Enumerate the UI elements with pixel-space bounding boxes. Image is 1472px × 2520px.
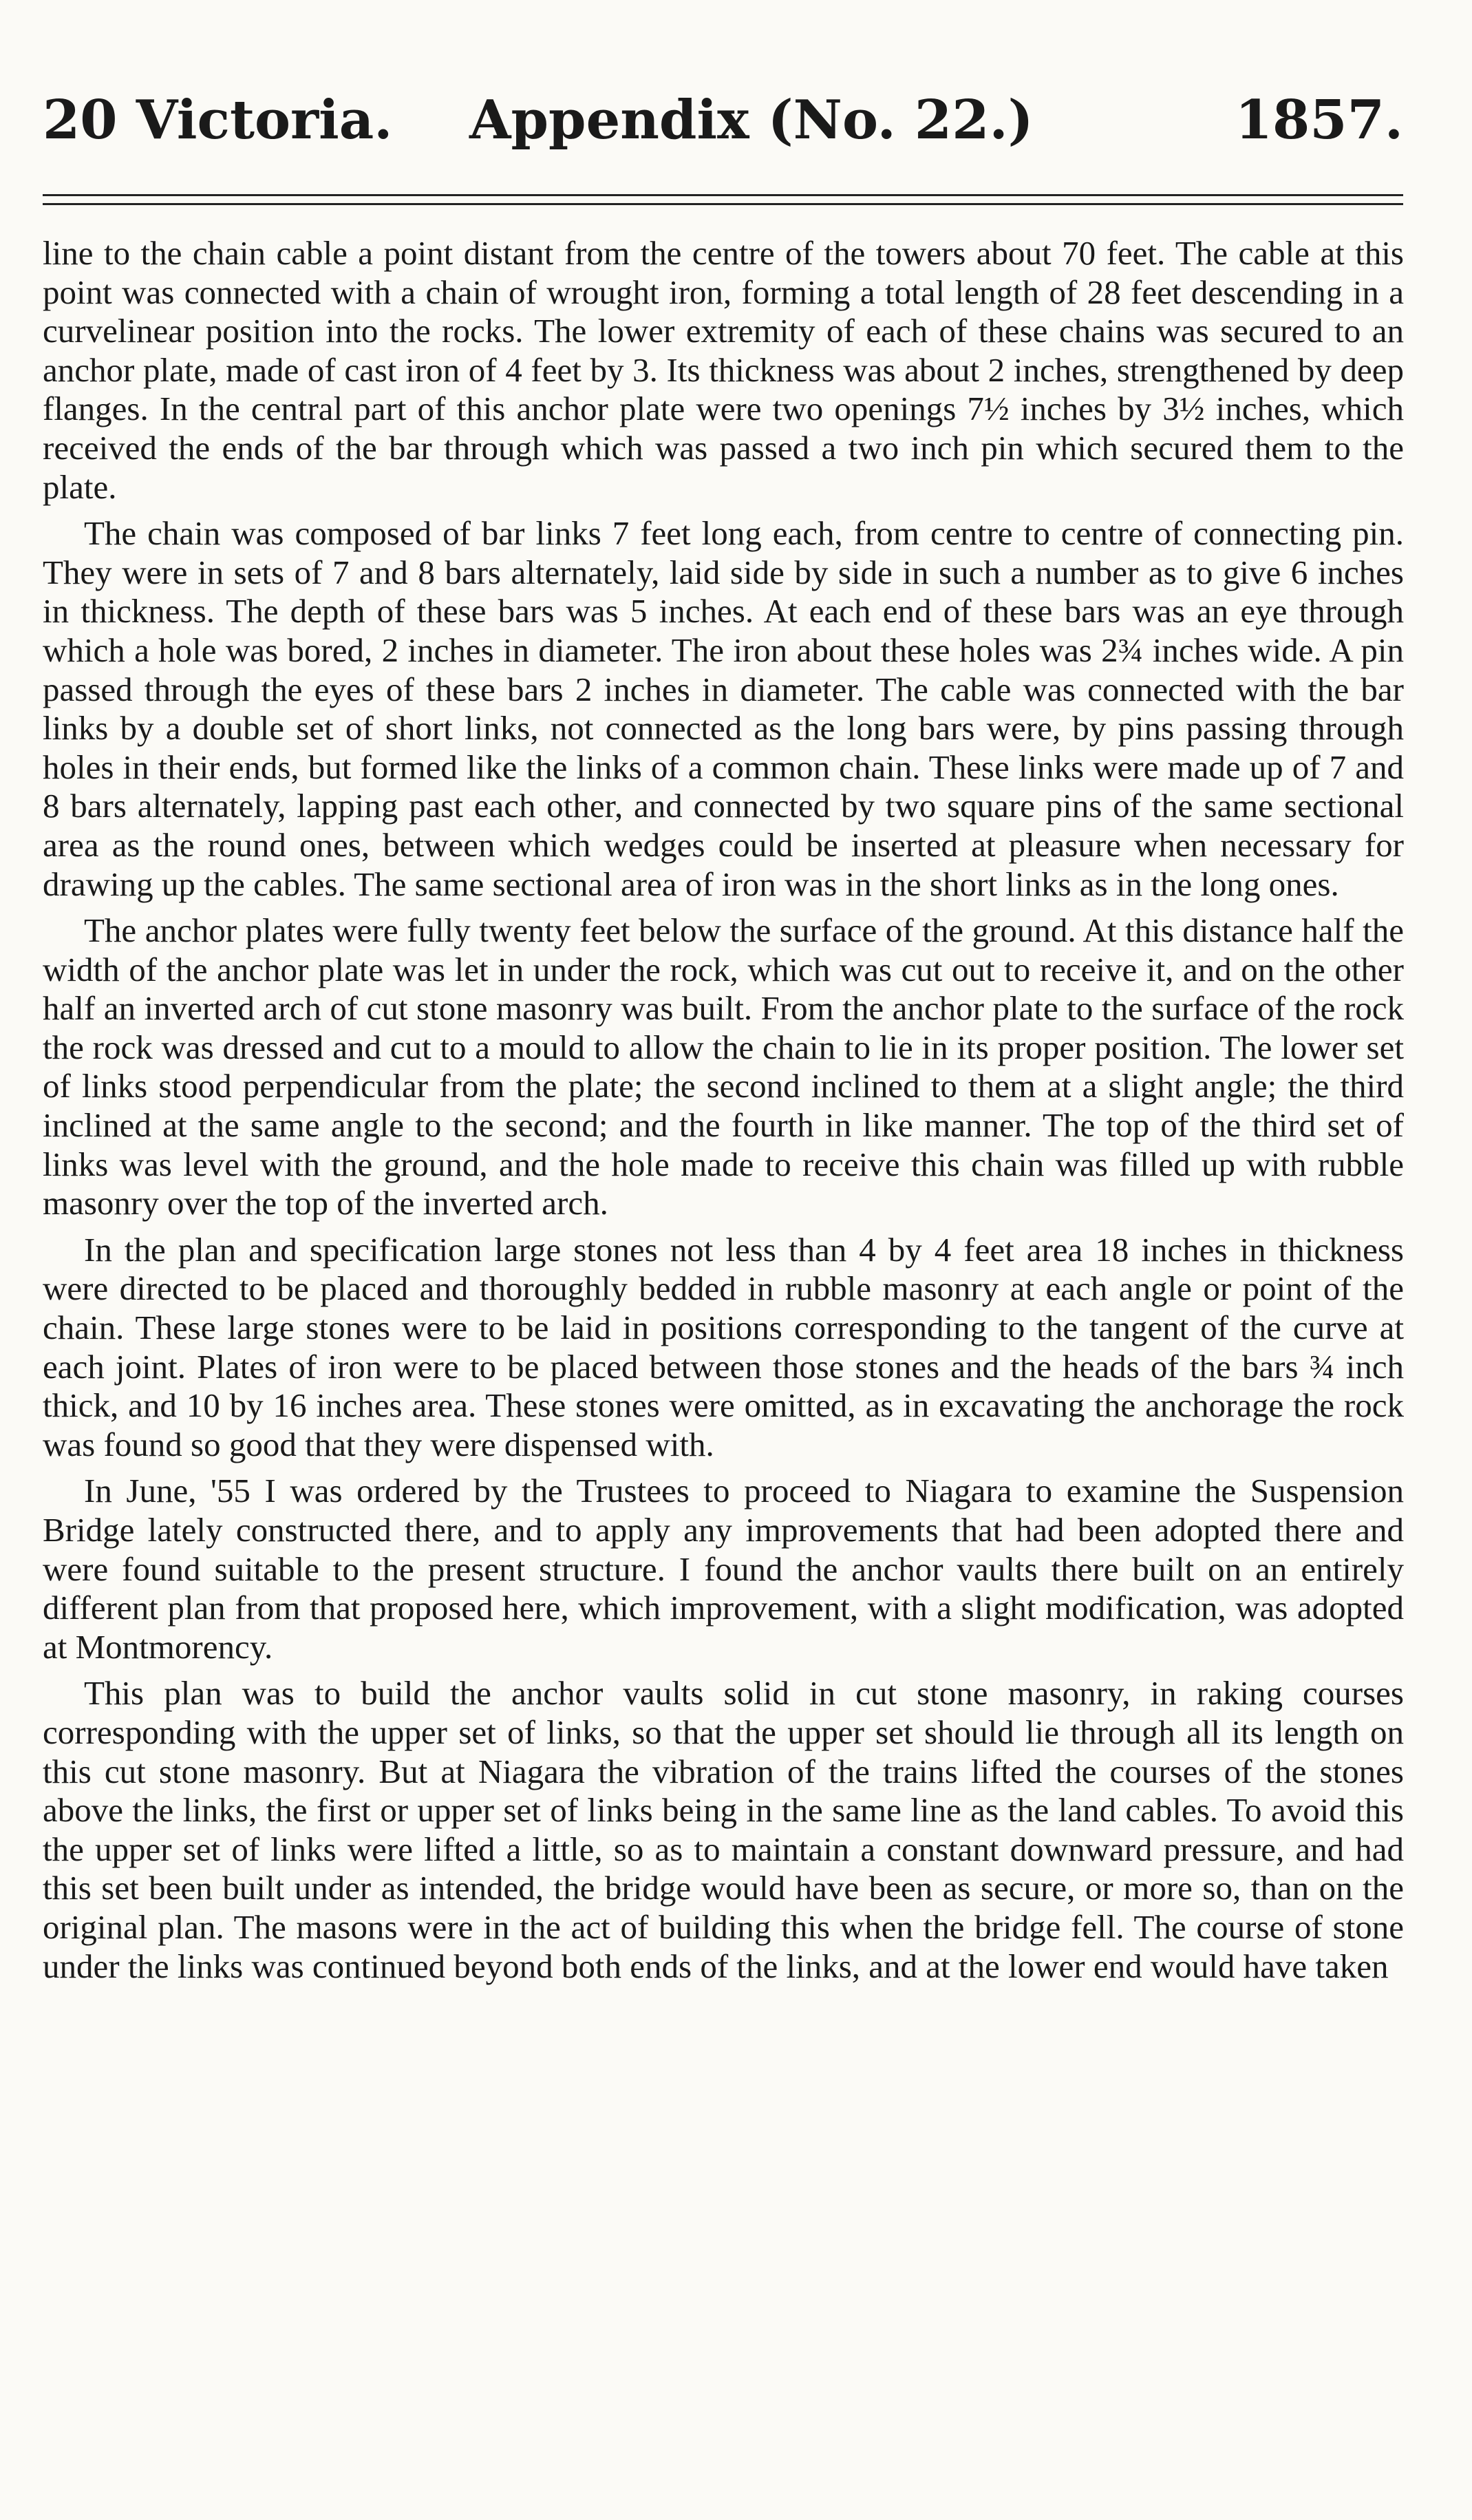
page-header	[43, 83, 1403, 158]
paragraph-5: In June, '55 I was ordered by the Trustees to proceed to Niagara to examine the Suspension Bridge lately constructed there, and to apply any improvements that had been adopted there and were found suitable to the present structure. I found the anchor vaults there built on an entirely different plan from that proposed here, which improvement, with a slight modification, was adopted at Montmorency.	[43, 1472, 1404, 1666]
paragraph-6: This plan was to build the anchor vaults solid in cut stone masonry, in raking courses corresponding with the upper set of links, so that the upper set should lie through all its length on this cut stone masonry. But at Niagara the vibration of the trains lifted the courses of the stones above the links, the first or upper set of links being in the same line as the land cables. To avoid this the upper set of links were lifted a little, so as to maintain a constant downward pressure, and had this set been built under as intended, the bridge would have been as secure, or more so, than on the original plan. The masons were in the act of building this when the bridge fell. The course of stone under the links was continued beyond both ends of the links, and at the lower end would have taken	[43, 1674, 1404, 1985]
header-appendix: Appendix (No. 22.)	[469, 89, 1034, 151]
header-rule-bottom	[43, 203, 1403, 205]
paragraph-3: The anchor plates were fully twenty feet below the surface of the ground. At this distance half the width of the anchor plate was let in under the rock, which was cut out to receive it, and on the other half an inverted arch of cut stone masonry was built. From the anchor plate to the surface of the rock the rock was dressed and cut to a mould to allow the chain to lie in its proper position. The lower set of links stood perpendicular from the plate; the second inclined to them at a slight angle; the third inclined at the same angle to the second; and the fourth in like manner. The top of the third set of links was level with the ground, and the hole made to receive this chain was filled up with rubble masonry over the top of the inverted arch.	[43, 911, 1404, 1222]
body-text	[43, 234, 1404, 1993]
header-year: 1857.	[1235, 89, 1403, 151]
paragraph-4: In the plan and specification large stones not less than 4 by 4 feet area 18 inches in thickness were directed to be placed and thoroughly bedded in rubble masonry at each angle or point of the chain. These large stones were to be laid in positions corresponding to the tangent of the curve at each joint. Plates of iron were to be placed between those stones and the heads of the bars ¾ inch thick, and 10 by 16 inches area. These stones were omitted, as in excavating the anchorage the rock was found so good that they were dispensed with.	[43, 1230, 1404, 1463]
paragraph-1: line to the chain cable a point distant from the centre of the towers about 70 feet. The cable at this point was connected with a chain of wrought iron, forming a total length of 28 feet descending in a curvelinear position into the rocks. The lower extremity of each of these chains was secured to an anchor plate, made of cast iron of 4 feet by 3. Its thickness was about 2 inches, strengthened by deep flanges. In the central part of this anchor plate were two openings 7½ inches by 3½ inches, which received the ends of the bar through which was passed a two inch pin which secured them to the plate.	[43, 234, 1404, 506]
header-rule-top	[43, 194, 1403, 196]
paragraph-2: The chain was composed of bar links 7 feet long each, from centre to centre of connecting pin. They were in sets of 7 and 8 bars alternately, laid side by side in such a number as to give 6 inches in thickness. The depth of these bars was 5 inches. At each end of these bars was an eye through which a hole was bored, 2 inches in diameter. The iron about these holes was 2¾ inches wide. A pin passed through the eyes of these bars 2 inches in diameter. The cable was connected with the bar links by a double set of short links, not connected as the long bars were, by pins passing through holes in their ends, but formed like the links of a common chain. These links were made up of 7 and 8 bars alternately, lapping past each other, and connected by two square pins of the same sectional area as the round ones, between which wedges could be inserted at pleasure when necessary for drawing up the cables. The same sectional area of iron was in the short links as in the long ones.	[43, 514, 1404, 903]
header-session: 20 Victoria.	[43, 89, 393, 151]
